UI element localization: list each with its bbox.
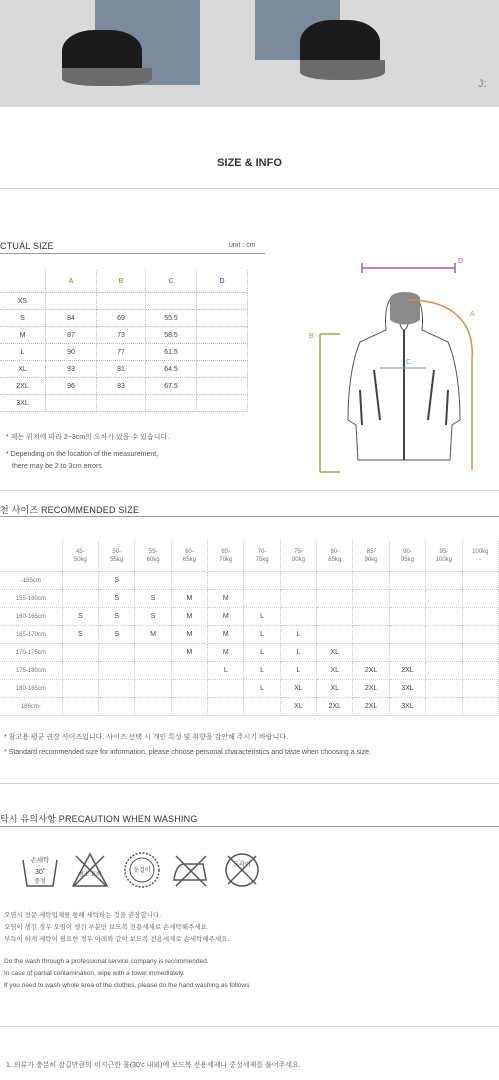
weight-header: 45- 50kg: [62, 541, 98, 572]
divider: [0, 490, 499, 491]
table-row: [0, 293, 248, 310]
table-row: [0, 590, 499, 608]
recommended-size-cell: [317, 608, 353, 626]
weight-header: 70- 75kg: [244, 541, 280, 572]
recommended-size-cell: [317, 626, 353, 644]
size-cell: [97, 293, 146, 310]
footer-instruction-1: 1. 의류가 충분히 잠길만큼의 미지근한 물(30'c 내외)에 보드복 전용세제나 중성세제를 풀어주세요.: [6, 1062, 301, 1069]
size-label: M: [0, 327, 46, 344]
recommended-size-cell: S: [62, 626, 98, 644]
column-header: [0, 270, 46, 293]
recommended-size-cell: S: [135, 590, 171, 608]
recommended-size-cell: XL: [317, 680, 353, 698]
recommended-size-cell: [426, 698, 462, 716]
recommended-size-cell: [389, 608, 425, 626]
size-cell: 77: [97, 344, 146, 361]
height-label: 160-165cm: [0, 608, 62, 626]
recommended-size-cell: [389, 626, 425, 644]
unit-label: unit : cm: [229, 242, 256, 249]
recommended-size-cell: [389, 590, 425, 608]
recommended-size-cell: [426, 572, 462, 590]
washing-title: 탁시 유의사항 PRECAUTION WHEN WASHING: [0, 814, 198, 824]
recommended-size-cell: [280, 590, 316, 608]
divider: [0, 188, 499, 189]
size-label: XL: [0, 361, 46, 378]
divider: [0, 783, 499, 784]
recommended-size-cell: L: [280, 662, 316, 680]
table-row: [0, 310, 248, 327]
column-header: A: [46, 270, 97, 293]
table-row: [0, 608, 499, 626]
recommended-size-cell: [389, 572, 425, 590]
height-label: 186cm-: [0, 698, 62, 716]
table-row: [0, 680, 499, 698]
label-d: D: [458, 258, 464, 265]
recommended-size-cell: L: [244, 626, 280, 644]
column-header: C: [146, 270, 197, 293]
size-cell: [197, 378, 248, 395]
recommended-size-cell: [208, 680, 244, 698]
table-row: [0, 626, 499, 644]
measure-a: [408, 300, 472, 470]
size-cell: [146, 293, 197, 310]
corner-cell: [0, 541, 62, 572]
recommended-size-cell: 2XL: [353, 698, 389, 716]
size-cell: 90: [46, 344, 97, 361]
recommended-size-cell: [62, 644, 98, 662]
table-row: [0, 644, 499, 662]
sole-right: [300, 60, 385, 80]
recommended-size-cell: 3XL: [389, 680, 425, 698]
height-label: 175-180cm: [0, 662, 62, 680]
actual-size-title: CTUAL SIZE: [0, 241, 54, 251]
recommended-size-cell: S: [99, 590, 135, 608]
recommended-size-cell: [99, 662, 135, 680]
svg-text:옷걸이: 옷걸이: [133, 868, 151, 874]
recommended-size-cell: L: [244, 680, 280, 698]
washing-kr-3: 부득이 하게 세탁이 필요한 경우 아래와 같이 보드복 전용세제로 손세탁해주세요.: [4, 936, 230, 943]
size-label: 2XL: [0, 378, 46, 395]
recommended-size-cell: [462, 644, 498, 662]
column-header: B: [97, 270, 146, 293]
measure-note-kr: * 재는 위치에 따라 2~3cm의 오차가 있을 수 있습니다.: [6, 434, 170, 441]
table-header-row: [0, 270, 248, 293]
recommended-size-cell: L: [208, 662, 244, 680]
size-cell: 84: [46, 310, 97, 327]
size-cell: [197, 395, 248, 412]
height-label: 170-175cm: [0, 644, 62, 662]
recommended-size-cell: [462, 608, 498, 626]
recommended-size-cell: M: [208, 590, 244, 608]
washing-rule: [0, 826, 499, 827]
size-cell: [197, 310, 248, 327]
recommended-size-cell: 3XL: [389, 698, 425, 716]
svg-text:드라이: 드라이: [233, 862, 251, 868]
hang-dry-icon: [122, 850, 162, 890]
size-cell: 64.5: [146, 361, 197, 378]
size-cell: [197, 344, 248, 361]
measure-note-en-1: * Depending on the location of the measurement,: [6, 451, 159, 458]
washing-en-3: If you need to wash whole area of the clothes, please do the hand washing as follows: [4, 982, 250, 989]
svg-text:손세탁: 손세탁: [30, 857, 50, 864]
weight-header: 60- 65kg: [171, 541, 207, 572]
recommended-size-cell: M: [208, 608, 244, 626]
hood-shade: [390, 292, 420, 325]
recommended-size-cell: [462, 698, 498, 716]
recommended-note-en: * Standard recommended size for information, please choose personal characteristics and taste when choosing a size.: [4, 749, 371, 756]
recommended-size-cell: [244, 698, 280, 716]
table-row: [0, 395, 248, 412]
recommended-size-cell: L: [280, 626, 316, 644]
recommended-size-cell: [353, 626, 389, 644]
size-cell: 61.5: [146, 344, 197, 361]
size-cell: [146, 395, 197, 412]
recommended-size-cell: S: [62, 608, 98, 626]
size-cell: 93: [46, 361, 97, 378]
recommended-size-cell: [62, 680, 98, 698]
recommended-size-cell: [426, 590, 462, 608]
label-a: A: [470, 311, 475, 318]
svg-text:중성: 중성: [34, 879, 46, 885]
size-cell: [197, 327, 248, 344]
label-c: C: [406, 359, 412, 366]
weight-header: 95- 100kg: [426, 541, 462, 572]
size-cell: [197, 361, 248, 378]
svg-text:염소 표백: 염소 표백: [78, 872, 102, 878]
recommended-size-cell: [462, 572, 498, 590]
recommended-size-cell: L: [244, 608, 280, 626]
recommended-size-cell: [135, 680, 171, 698]
size-cell: 67.5: [146, 378, 197, 395]
recommended-size-cell: [99, 680, 135, 698]
recommended-size-cell: [280, 608, 316, 626]
size-cell: [46, 293, 97, 310]
recommended-size-cell: S: [135, 608, 171, 626]
recommended-title: 천 사이즈 RECOMMENDED SIZE: [0, 505, 140, 515]
weight-header: 65- 70kg: [208, 541, 244, 572]
recommended-size-cell: M: [208, 644, 244, 662]
size-cell: [97, 395, 146, 412]
size-cell: 81: [97, 361, 146, 378]
size-cell: 87: [46, 327, 97, 344]
washing-en-1: Do the wash through a professional service company is recommended.: [4, 958, 209, 965]
recommended-size-cell: [426, 662, 462, 680]
page-title: SIZE & INFO: [217, 157, 282, 169]
recommended-size-cell: [462, 680, 498, 698]
recommended-size-cell: XL: [280, 680, 316, 698]
actual-size-table: [0, 270, 248, 412]
size-cell: 69: [97, 310, 146, 327]
recommended-size-cell: [353, 608, 389, 626]
table-row: [0, 344, 248, 361]
recommended-size-cell: [62, 698, 98, 716]
recommended-size-cell: [244, 572, 280, 590]
recommended-size-cell: [171, 662, 207, 680]
recommended-size-cell: [280, 572, 316, 590]
weight-header: 80- 85kg: [317, 541, 353, 572]
size-label: XS: [0, 293, 46, 310]
size-cell: 83: [97, 378, 146, 395]
recommended-size-cell: XL: [317, 662, 353, 680]
recommended-size-cell: 2XL: [353, 680, 389, 698]
recommended-size-cell: S: [99, 608, 135, 626]
recommended-size-cell: [135, 572, 171, 590]
recommended-size-cell: [426, 644, 462, 662]
height-label: 180-185cm: [0, 680, 62, 698]
recommended-size-cell: 2XL: [389, 662, 425, 680]
recommended-size-cell: L: [244, 662, 280, 680]
recommended-table: [0, 541, 499, 716]
table-row: [0, 698, 499, 716]
sole-left: [62, 68, 152, 86]
size-cell: 55.5: [146, 310, 197, 327]
recommended-size-cell: [208, 572, 244, 590]
recommended-size-cell: [135, 644, 171, 662]
brand-mark: J:: [478, 78, 487, 90]
recommended-size-cell: M: [171, 608, 207, 626]
recommended-size-cell: [317, 590, 353, 608]
recommended-size-cell: [171, 680, 207, 698]
jacket-diagram: [300, 250, 499, 475]
weight-header: 90- 95kg: [389, 541, 425, 572]
size-cell: 96: [46, 378, 97, 395]
svg-text:30˚: 30˚: [34, 869, 46, 876]
recommended-size-cell: [353, 572, 389, 590]
recommended-size-cell: [99, 698, 135, 716]
height-label: -155cm: [0, 572, 62, 590]
recommended-size-cell: [462, 662, 498, 680]
size-cell: 73: [97, 327, 146, 344]
recommended-size-cell: [426, 626, 462, 644]
size-cell: 58.5: [146, 327, 197, 344]
recommended-size-cell: [135, 662, 171, 680]
recommended-size-cell: [426, 680, 462, 698]
recommended-size-cell: L: [244, 644, 280, 662]
table-row: [0, 572, 499, 590]
table-row: [0, 662, 499, 680]
recommended-size-cell: M: [171, 626, 207, 644]
table-row: [0, 378, 248, 395]
column-header: D: [197, 270, 248, 293]
recommended-size-cell: [135, 698, 171, 716]
recommended-size-cell: [171, 698, 207, 716]
table-row: [0, 361, 248, 378]
recommended-rule: [0, 516, 499, 517]
recommended-size-cell: M: [135, 626, 171, 644]
size-label: 3XL: [0, 395, 46, 412]
size-cell: [46, 395, 97, 412]
recommended-size-cell: 2XL: [353, 662, 389, 680]
weight-header: 50- 55kg: [99, 541, 135, 572]
measure-note-en-2: there may be 2 to 3cm errors: [12, 463, 102, 470]
weight-header: 55- 60kg: [135, 541, 171, 572]
product-photo: [0, 0, 499, 107]
height-label: 155-160cm: [0, 590, 62, 608]
recommended-size-cell: [62, 662, 98, 680]
recommended-size-cell: [353, 590, 389, 608]
table-row: [0, 327, 248, 344]
measure-b: [320, 334, 340, 472]
recommended-size-cell: S: [99, 572, 135, 590]
actual-size-rule: [0, 253, 265, 254]
no-iron-icon: [170, 850, 210, 890]
size-label: L: [0, 344, 46, 361]
recommended-size-cell: [426, 608, 462, 626]
recommended-size-cell: M: [208, 626, 244, 644]
height-label: 165-170cm: [0, 626, 62, 644]
recommended-size-cell: M: [171, 590, 207, 608]
recommended-size-cell: 2XL: [317, 698, 353, 716]
washing-kr-1: 오염시 전문 세탁업체를 통해 세탁하는 것을 권장합니다.: [4, 912, 162, 919]
washing-en-2: In case of partial contamination, wipe with a towel immediately.: [4, 970, 185, 977]
recommended-size-cell: XL: [317, 644, 353, 662]
hand-wash-icon: [20, 850, 60, 890]
recommended-size-cell: XL: [280, 698, 316, 716]
weight-header: 85- 90kg: [353, 541, 389, 572]
recommended-size-cell: [62, 590, 98, 608]
recommended-size-cell: L: [280, 644, 316, 662]
size-cell: [197, 293, 248, 310]
measure-d: [362, 263, 455, 273]
no-tumble-dry-icon: [222, 850, 262, 890]
recommended-size-cell: [208, 698, 244, 716]
washing-kr-2: 오염이 생긴 경우 오염이 생긴 부분만 보드복 전용세제로 손세탁해주세요.: [4, 924, 209, 931]
weight-header-row: [0, 541, 499, 572]
weight-header: 100kg -: [462, 541, 498, 572]
recommended-size-cell: [462, 626, 498, 644]
recommended-size-cell: S: [99, 626, 135, 644]
recommended-size-cell: [389, 644, 425, 662]
divider: [0, 1026, 499, 1027]
size-label: S: [0, 310, 46, 327]
recommended-size-cell: [62, 572, 98, 590]
weight-header: 75- 80kg: [280, 541, 316, 572]
recommended-size-cell: [99, 644, 135, 662]
no-bleach-icon: [70, 850, 110, 890]
recommended-size-cell: M: [171, 644, 207, 662]
label-b: B: [309, 333, 314, 340]
recommended-size-cell: [317, 572, 353, 590]
recommended-size-cell: [462, 590, 498, 608]
recommended-size-cell: [171, 572, 207, 590]
recommended-note-kr: * 참고용 평균 권장 사이즈입니다. 사이즈 선택 시 개인 특성 및 취향을 감안해 주시기 바랍니다.: [4, 734, 289, 741]
recommended-size-cell: [353, 644, 389, 662]
recommended-size-cell: [244, 590, 280, 608]
